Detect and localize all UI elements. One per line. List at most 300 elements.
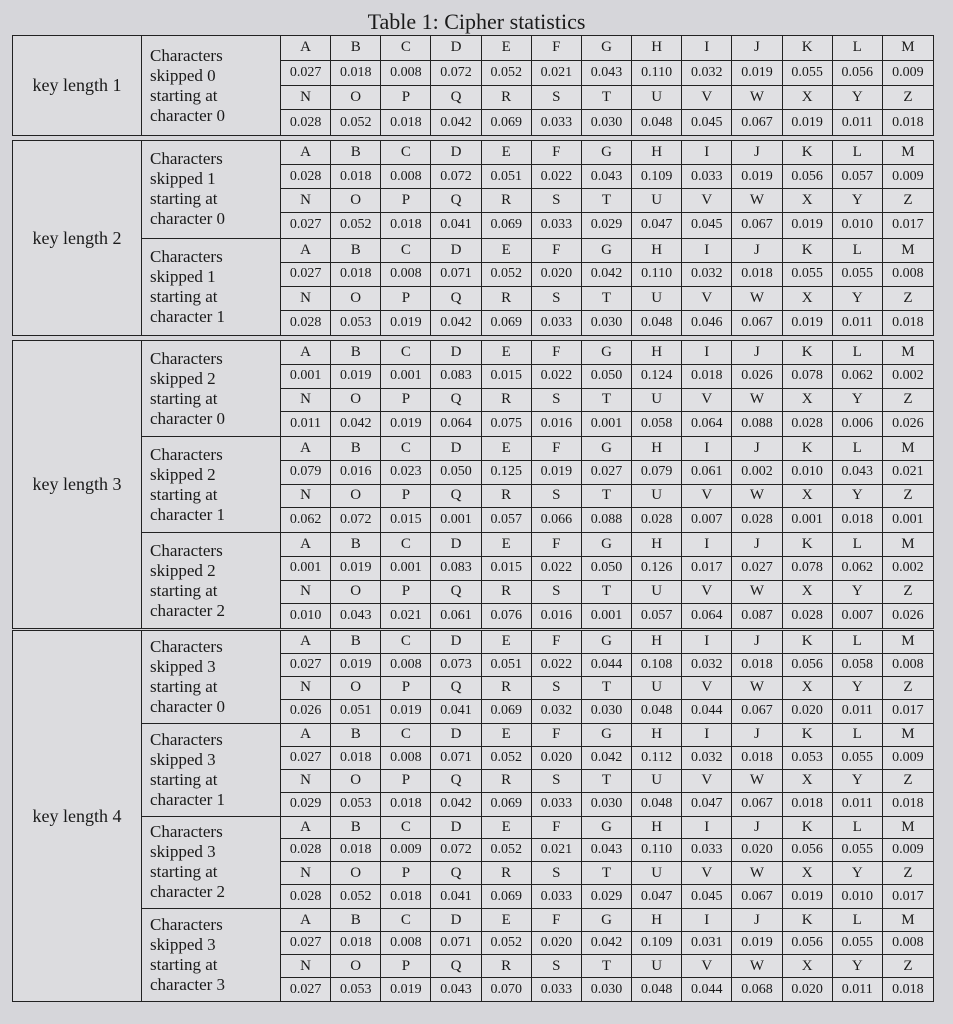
letter-header-cell: R [482, 189, 532, 213]
frequency-cell: 0.021 [532, 61, 582, 86]
frequency-cell: 0.079 [281, 461, 331, 485]
letter-header-cell: K [783, 36, 833, 61]
frequency-cell: 0.027 [281, 932, 331, 955]
frequency-cell: 0.066 [532, 508, 582, 532]
letter-header-cell: Z [883, 677, 933, 700]
letter-header-cell: U [632, 287, 682, 311]
frequency-cell: 0.110 [632, 839, 682, 862]
frequency-cell: 0.018 [381, 110, 431, 135]
letter-header-cell: B [331, 724, 381, 747]
frequency-cell: 0.033 [532, 885, 582, 908]
frequency-cell: 0.056 [833, 61, 883, 86]
letter-header-cell: H [632, 141, 682, 165]
letter-header-cell: U [632, 86, 682, 111]
letter-header-cell: E [482, 533, 532, 557]
frequency-cell: 0.001 [281, 365, 331, 389]
description-line: starting at [150, 85, 218, 105]
letter-header-cell: K [783, 724, 833, 747]
frequency-cell: 0.050 [431, 461, 481, 485]
letter-header-cell: G [582, 141, 632, 165]
frequency-cell: 0.008 [381, 932, 431, 955]
frequency-cell: 0.019 [783, 311, 833, 335]
frequency-grid [280, 631, 933, 723]
offset-groups [142, 36, 933, 135]
letter-header-cell: O [331, 86, 381, 111]
offset-description [142, 631, 280, 723]
letter-header-cell: D [431, 631, 481, 654]
frequency-cell: 0.032 [682, 654, 732, 677]
letter-header-cell: X [783, 955, 833, 978]
frequency-cell: 0.042 [582, 932, 632, 955]
letter-header-cell: J [732, 141, 782, 165]
letter-header-cell: A [281, 817, 331, 840]
letter-header-cell: Q [431, 862, 481, 885]
frequency-cell: 0.011 [833, 978, 883, 1001]
letter-header-cell: U [632, 485, 682, 509]
frequency-cell: 0.067 [732, 311, 782, 335]
letter-header-cell: F [532, 437, 582, 461]
letter-header-cell: Z [883, 485, 933, 509]
letter-header-cell: B [331, 239, 381, 263]
frequency-cell: 0.009 [381, 839, 431, 862]
frequency-cell: 0.018 [883, 793, 933, 816]
frequency-cell: 0.029 [582, 885, 632, 908]
frequency-cell: 0.018 [783, 793, 833, 816]
letter-header-cell: U [632, 955, 682, 978]
frequency-cell: 0.052 [482, 263, 532, 287]
letter-header-cell: X [783, 677, 833, 700]
letter-header-cell: R [482, 955, 532, 978]
letter-header-cell: A [281, 341, 331, 365]
letter-header-cell: A [281, 36, 331, 61]
frequency-cell: 0.042 [431, 793, 481, 816]
frequency-cell: 0.020 [532, 263, 582, 287]
frequency-cell: 0.008 [883, 263, 933, 287]
frequency-cell: 0.042 [582, 263, 632, 287]
frequency-cell: 0.017 [682, 557, 732, 581]
frequency-cell: 0.019 [732, 165, 782, 189]
letter-header-cell: P [381, 389, 431, 413]
frequency-cell: 0.043 [331, 604, 381, 628]
frequency-cell: 0.001 [281, 557, 331, 581]
letter-header-cell: P [381, 862, 431, 885]
letter-header-cell: T [582, 581, 632, 605]
letter-header-cell: P [381, 770, 431, 793]
frequency-cell: 0.032 [532, 700, 582, 723]
frequency-cell: 0.018 [883, 978, 933, 1001]
frequency-cell: 0.016 [331, 461, 381, 485]
frequency-cell: 0.057 [833, 165, 883, 189]
letter-header-cell: C [381, 631, 431, 654]
letter-header-cell: H [632, 239, 682, 263]
frequency-cell: 0.053 [783, 747, 833, 770]
frequency-cell: 0.050 [582, 365, 632, 389]
frequency-cell: 0.028 [281, 885, 331, 908]
letter-header-cell: J [732, 909, 782, 932]
letter-header-cell: W [732, 955, 782, 978]
letter-header-cell: Z [883, 770, 933, 793]
offset-description [142, 724, 280, 816]
letter-header-cell: A [281, 909, 331, 932]
letter-header-cell: I [682, 631, 732, 654]
letter-header-cell: J [732, 341, 782, 365]
frequency-cell: 0.029 [582, 213, 632, 237]
letter-header-cell: C [381, 341, 431, 365]
letter-header-cell: J [732, 239, 782, 263]
letter-header-cell: T [582, 677, 632, 700]
frequency-cell: 0.022 [532, 365, 582, 389]
letter-header-cell: F [532, 341, 582, 365]
frequency-cell: 0.072 [431, 61, 481, 86]
frequency-cell: 0.019 [783, 110, 833, 135]
letter-header-cell: G [582, 817, 632, 840]
frequency-cell: 0.055 [833, 747, 883, 770]
letter-header-cell: O [331, 770, 381, 793]
letter-header-cell: N [281, 862, 331, 885]
frequency-cell: 0.055 [783, 61, 833, 86]
frequency-cell: 0.008 [883, 654, 933, 677]
letter-header-cell: C [381, 36, 431, 61]
frequency-cell: 0.078 [783, 365, 833, 389]
letter-header-cell: G [582, 36, 632, 61]
description-line: Characters [150, 729, 223, 749]
description-line: Characters [150, 246, 223, 266]
frequency-cell: 0.019 [381, 978, 431, 1001]
letter-header-cell: C [381, 724, 431, 747]
frequency-cell: 0.064 [431, 412, 481, 436]
description-line: skipped 1 [150, 169, 216, 189]
letter-header-cell: Q [431, 389, 481, 413]
letter-header-cell: W [732, 189, 782, 213]
letter-header-cell: B [331, 437, 381, 461]
letter-header-cell: Y [833, 677, 883, 700]
frequency-cell: 0.073 [431, 654, 481, 677]
frequency-cell: 0.072 [431, 165, 481, 189]
frequency-cell: 0.109 [632, 165, 682, 189]
frequency-cell: 0.051 [331, 700, 381, 723]
frequency-cell: 0.067 [732, 213, 782, 237]
letter-header-cell: A [281, 724, 331, 747]
frequency-cell: 0.018 [331, 839, 381, 862]
frequency-cell: 0.002 [883, 365, 933, 389]
frequency-cell: 0.017 [883, 213, 933, 237]
frequency-cell: 0.042 [331, 412, 381, 436]
letter-header-cell: Z [883, 86, 933, 111]
frequency-cell: 0.008 [381, 747, 431, 770]
frequency-cell: 0.009 [883, 839, 933, 862]
frequency-cell: 0.016 [532, 604, 582, 628]
frequency-cell: 0.021 [883, 461, 933, 485]
frequency-cell: 0.018 [732, 263, 782, 287]
frequency-cell: 0.020 [783, 700, 833, 723]
description-line: skipped 3 [150, 935, 216, 955]
frequency-cell: 0.027 [281, 213, 331, 237]
frequency-cell: 0.018 [331, 165, 381, 189]
letter-header-cell: L [833, 631, 883, 654]
letter-header-cell: E [482, 909, 532, 932]
description-line: Characters [150, 45, 223, 65]
letter-header-cell: V [682, 287, 732, 311]
frequency-cell: 0.047 [632, 885, 682, 908]
frequency-cell: 0.088 [732, 412, 782, 436]
frequency-cell: 0.083 [431, 557, 481, 581]
frequency-cell: 0.011 [833, 700, 883, 723]
offset-group [142, 36, 933, 135]
frequency-cell: 0.043 [833, 461, 883, 485]
frequency-cell: 0.031 [682, 932, 732, 955]
frequency-cell: 0.126 [632, 557, 682, 581]
description-line: skipped 2 [150, 464, 216, 484]
description-line: Characters [150, 822, 223, 842]
frequency-cell: 0.007 [833, 604, 883, 628]
letter-header-cell: S [532, 862, 582, 885]
frequency-cell: 0.124 [632, 365, 682, 389]
letter-header-cell: Z [883, 287, 933, 311]
letter-header-cell: T [582, 389, 632, 413]
letter-header-cell: J [732, 437, 782, 461]
frequency-cell: 0.055 [833, 932, 883, 955]
description-line: Characters [150, 915, 223, 935]
letter-header-cell: C [381, 437, 431, 461]
letter-header-cell: C [381, 141, 431, 165]
letter-header-cell: B [331, 631, 381, 654]
letter-header-cell: L [833, 437, 883, 461]
letter-header-cell: P [381, 677, 431, 700]
letter-header-cell: I [682, 909, 732, 932]
letter-header-cell: N [281, 189, 331, 213]
frequency-cell: 0.001 [783, 508, 833, 532]
frequency-cell: 0.028 [281, 110, 331, 135]
letter-header-cell: J [732, 36, 782, 61]
letter-header-cell: N [281, 677, 331, 700]
letter-header-cell: B [331, 141, 381, 165]
letter-header-cell: J [732, 631, 782, 654]
letter-header-cell: Y [833, 389, 883, 413]
letter-header-cell: B [331, 533, 381, 557]
frequency-cell: 0.070 [482, 978, 532, 1001]
frequency-cell: 0.052 [482, 61, 532, 86]
frequency-cell: 0.019 [381, 311, 431, 335]
letter-header-cell: V [682, 955, 732, 978]
frequency-cell: 0.019 [732, 932, 782, 955]
frequency-cell: 0.019 [331, 365, 381, 389]
letter-header-cell: O [331, 389, 381, 413]
frequency-cell: 0.027 [281, 263, 331, 287]
frequency-cell: 0.069 [482, 700, 532, 723]
frequency-cell: 0.019 [732, 61, 782, 86]
letter-header-cell: F [532, 36, 582, 61]
letter-header-cell: U [632, 189, 682, 213]
letter-header-cell: J [732, 724, 782, 747]
offset-description [142, 909, 280, 1001]
letter-header-cell: B [331, 341, 381, 365]
description-line: starting at [150, 388, 218, 408]
letter-header-cell: E [482, 631, 532, 654]
frequency-cell: 0.022 [532, 557, 582, 581]
description-line: skipped 2 [150, 560, 216, 580]
description-line: character 2 [150, 882, 226, 902]
letter-header-cell: T [582, 485, 632, 509]
description-line: Characters [150, 348, 223, 368]
frequency-cell: 0.056 [783, 165, 833, 189]
description-line: starting at [150, 484, 218, 504]
frequency-cell: 0.019 [783, 885, 833, 908]
letter-header-cell: V [682, 189, 732, 213]
offset-description [142, 36, 280, 135]
frequency-cell: 0.052 [331, 110, 381, 135]
letter-header-cell: K [783, 631, 833, 654]
letter-header-cell: A [281, 437, 331, 461]
letter-header-cell: M [883, 36, 933, 61]
frequency-cell: 0.112 [632, 747, 682, 770]
letter-header-cell: J [732, 817, 782, 840]
description-line: Characters [150, 636, 223, 656]
offset-group [142, 816, 933, 909]
description-line: character 0 [150, 696, 226, 716]
frequency-grid [280, 437, 933, 532]
letter-header-cell: F [532, 909, 582, 932]
letter-header-cell: X [783, 770, 833, 793]
frequency-cell: 0.069 [482, 793, 532, 816]
frequency-cell: 0.002 [883, 557, 933, 581]
frequency-cell: 0.001 [381, 557, 431, 581]
frequency-cell: 0.033 [532, 213, 582, 237]
letter-header-cell: M [883, 141, 933, 165]
offset-description [142, 533, 280, 628]
frequency-cell: 0.033 [532, 311, 582, 335]
letter-header-cell: I [682, 533, 732, 557]
frequency-cell: 0.110 [632, 61, 682, 86]
description-line: character 2 [150, 600, 226, 620]
letter-header-cell: M [883, 817, 933, 840]
letter-header-cell: S [532, 287, 582, 311]
letter-header-cell: O [331, 955, 381, 978]
offset-group [142, 436, 933, 532]
letter-header-cell: X [783, 86, 833, 111]
frequency-cell: 0.008 [883, 932, 933, 955]
frequency-cell: 0.027 [281, 61, 331, 86]
frequency-cell: 0.052 [331, 213, 381, 237]
letter-header-cell: E [482, 817, 532, 840]
letter-header-cell: A [281, 141, 331, 165]
frequency-cell: 0.041 [431, 213, 481, 237]
frequency-cell: 0.020 [532, 932, 582, 955]
frequency-cell: 0.010 [783, 461, 833, 485]
letter-header-cell: W [732, 677, 782, 700]
frequency-cell: 0.064 [682, 412, 732, 436]
frequency-cell: 0.045 [682, 213, 732, 237]
letter-header-cell: R [482, 86, 532, 111]
letter-header-cell: T [582, 189, 632, 213]
table-title: Table 1: Cipher statistics [367, 9, 586, 34]
letter-header-cell: M [883, 341, 933, 365]
letter-header-cell: H [632, 36, 682, 61]
letter-header-cell: H [632, 533, 682, 557]
frequency-cell: 0.030 [582, 700, 632, 723]
letter-header-cell: O [331, 189, 381, 213]
frequency-cell: 0.048 [632, 978, 682, 1001]
letter-header-cell: W [732, 862, 782, 885]
frequency-cell: 0.011 [281, 412, 331, 436]
frequency-cell: 0.001 [582, 604, 632, 628]
frequency-cell: 0.078 [783, 557, 833, 581]
description-line: character 3 [150, 975, 226, 995]
frequency-cell: 0.023 [381, 461, 431, 485]
frequency-cell: 0.053 [331, 311, 381, 335]
description-line: starting at [150, 955, 218, 975]
letter-header-cell: U [632, 581, 682, 605]
frequency-cell: 0.033 [532, 978, 582, 1001]
frequency-cell: 0.052 [482, 839, 532, 862]
frequency-cell: 0.075 [482, 412, 532, 436]
frequency-cell: 0.043 [431, 978, 481, 1001]
frequency-cell: 0.011 [833, 110, 883, 135]
frequency-cell: 0.018 [883, 110, 933, 135]
frequency-cell: 0.071 [431, 263, 481, 287]
frequency-cell: 0.010 [833, 213, 883, 237]
letter-header-cell: W [732, 581, 782, 605]
frequency-cell: 0.046 [682, 311, 732, 335]
letter-header-cell: Q [431, 189, 481, 213]
letter-header-cell: K [783, 909, 833, 932]
offset-description [142, 141, 280, 238]
letter-header-cell: G [582, 631, 632, 654]
letter-header-cell: F [532, 239, 582, 263]
frequency-cell: 0.028 [281, 311, 331, 335]
letter-header-cell: F [532, 724, 582, 747]
frequency-cell: 0.033 [532, 793, 582, 816]
letter-header-cell: Q [431, 677, 481, 700]
letter-header-cell: X [783, 862, 833, 885]
frequency-cell: 0.001 [381, 365, 431, 389]
frequency-cell: 0.052 [331, 885, 381, 908]
letter-header-cell: N [281, 287, 331, 311]
letter-header-cell: R [482, 389, 532, 413]
frequency-cell: 0.072 [331, 508, 381, 532]
letter-header-cell: Y [833, 287, 883, 311]
frequency-grid [280, 239, 933, 336]
frequency-cell: 0.083 [431, 365, 481, 389]
frequency-cell: 0.069 [482, 885, 532, 908]
frequency-cell: 0.047 [682, 793, 732, 816]
letter-header-cell: K [783, 341, 833, 365]
frequency-cell: 0.056 [783, 839, 833, 862]
frequency-cell: 0.109 [632, 932, 682, 955]
letter-header-cell: I [682, 437, 732, 461]
frequency-grid [280, 724, 933, 816]
letter-header-cell: L [833, 341, 883, 365]
letter-header-cell: O [331, 581, 381, 605]
letter-header-cell: L [833, 909, 883, 932]
frequency-cell: 0.044 [582, 654, 632, 677]
frequency-cell: 0.018 [833, 508, 883, 532]
letter-header-cell: R [482, 862, 532, 885]
letter-header-cell: T [582, 287, 632, 311]
letter-header-cell: R [482, 581, 532, 605]
key-length-block [12, 140, 934, 336]
letter-header-cell: U [632, 389, 682, 413]
letter-header-cell: Z [883, 581, 933, 605]
frequency-cell: 0.022 [532, 165, 582, 189]
letter-header-cell: P [381, 86, 431, 111]
letter-header-cell: C [381, 909, 431, 932]
frequency-cell: 0.021 [381, 604, 431, 628]
letter-header-cell: S [532, 485, 582, 509]
frequency-cell: 0.019 [331, 557, 381, 581]
letter-header-cell: D [431, 239, 481, 263]
letter-header-cell: S [532, 770, 582, 793]
frequency-cell: 0.030 [582, 110, 632, 135]
